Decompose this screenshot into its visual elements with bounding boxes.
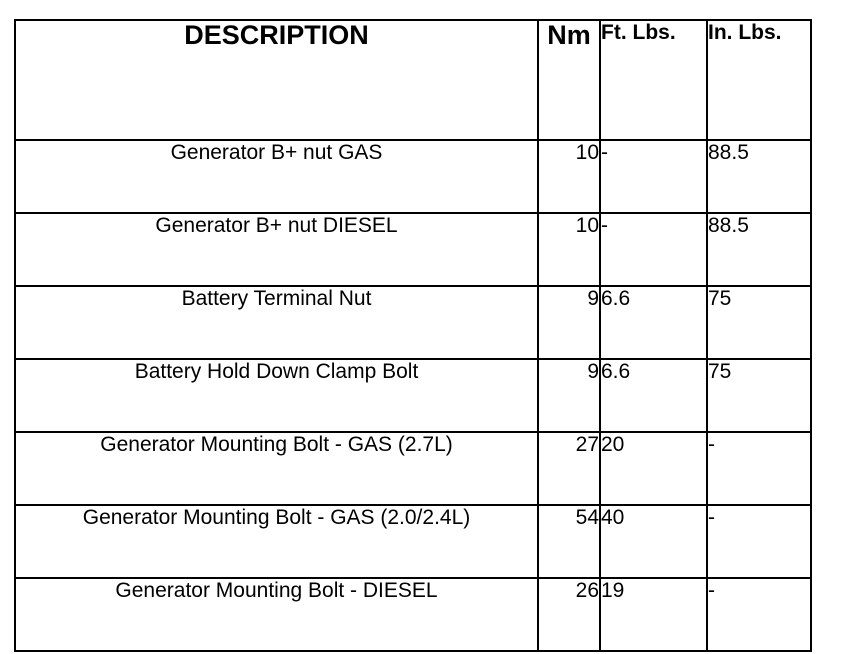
table-body — [15, 140, 811, 651]
cell-in-lbs: 75 — [707, 359, 811, 432]
table-row — [15, 359, 811, 432]
cell-in-lbs: - — [707, 578, 811, 651]
column-header-ft-lbs: Ft. Lbs. — [600, 20, 707, 140]
table-row — [15, 286, 811, 359]
cell-description: Generator B+ nut GAS — [15, 140, 538, 213]
column-header-nm: Nm — [538, 20, 600, 140]
cell-ft-lbs: - — [600, 213, 707, 286]
table-row — [15, 432, 811, 505]
table-header-row — [15, 20, 811, 140]
cell-nm: 54 — [538, 505, 600, 578]
cell-nm: 27 — [538, 432, 600, 505]
table-row — [15, 505, 811, 578]
table-row — [15, 578, 811, 651]
cell-nm: 10 — [538, 140, 600, 213]
cell-nm: 9 — [538, 286, 600, 359]
cell-description: Generator Mounting Bolt - DIESEL — [15, 578, 538, 651]
cell-description: Generator B+ nut DIESEL — [15, 213, 538, 286]
cell-ft-lbs: 6.6 — [600, 359, 707, 432]
cell-ft-lbs: 40 — [600, 505, 707, 578]
column-header-in-lbs: In. Lbs. — [707, 20, 811, 140]
cell-description: Generator Mounting Bolt - GAS (2.7L) — [15, 432, 538, 505]
cell-ft-lbs: 6.6 — [600, 286, 707, 359]
cell-nm: 26 — [538, 578, 600, 651]
column-header-description: DESCRIPTION — [15, 20, 538, 140]
cell-in-lbs: - — [707, 505, 811, 578]
cell-description: Battery Terminal Nut — [15, 286, 538, 359]
cell-nm: 10 — [538, 213, 600, 286]
cell-ft-lbs: - — [600, 140, 707, 213]
cell-description: Generator Mounting Bolt - GAS (2.0/2.4L) — [15, 505, 538, 578]
cell-in-lbs: 88.5 — [707, 140, 811, 213]
cell-in-lbs: 88.5 — [707, 213, 811, 286]
cell-ft-lbs: 19 — [600, 578, 707, 651]
table-row — [15, 213, 811, 286]
table-row — [15, 140, 811, 213]
cell-ft-lbs: 20 — [600, 432, 707, 505]
cell-description: Battery Hold Down Clamp Bolt — [15, 359, 538, 432]
torque-specifications-table — [14, 19, 812, 652]
cell-nm: 9 — [538, 359, 600, 432]
cell-in-lbs: 75 — [707, 286, 811, 359]
cell-in-lbs: - — [707, 432, 811, 505]
